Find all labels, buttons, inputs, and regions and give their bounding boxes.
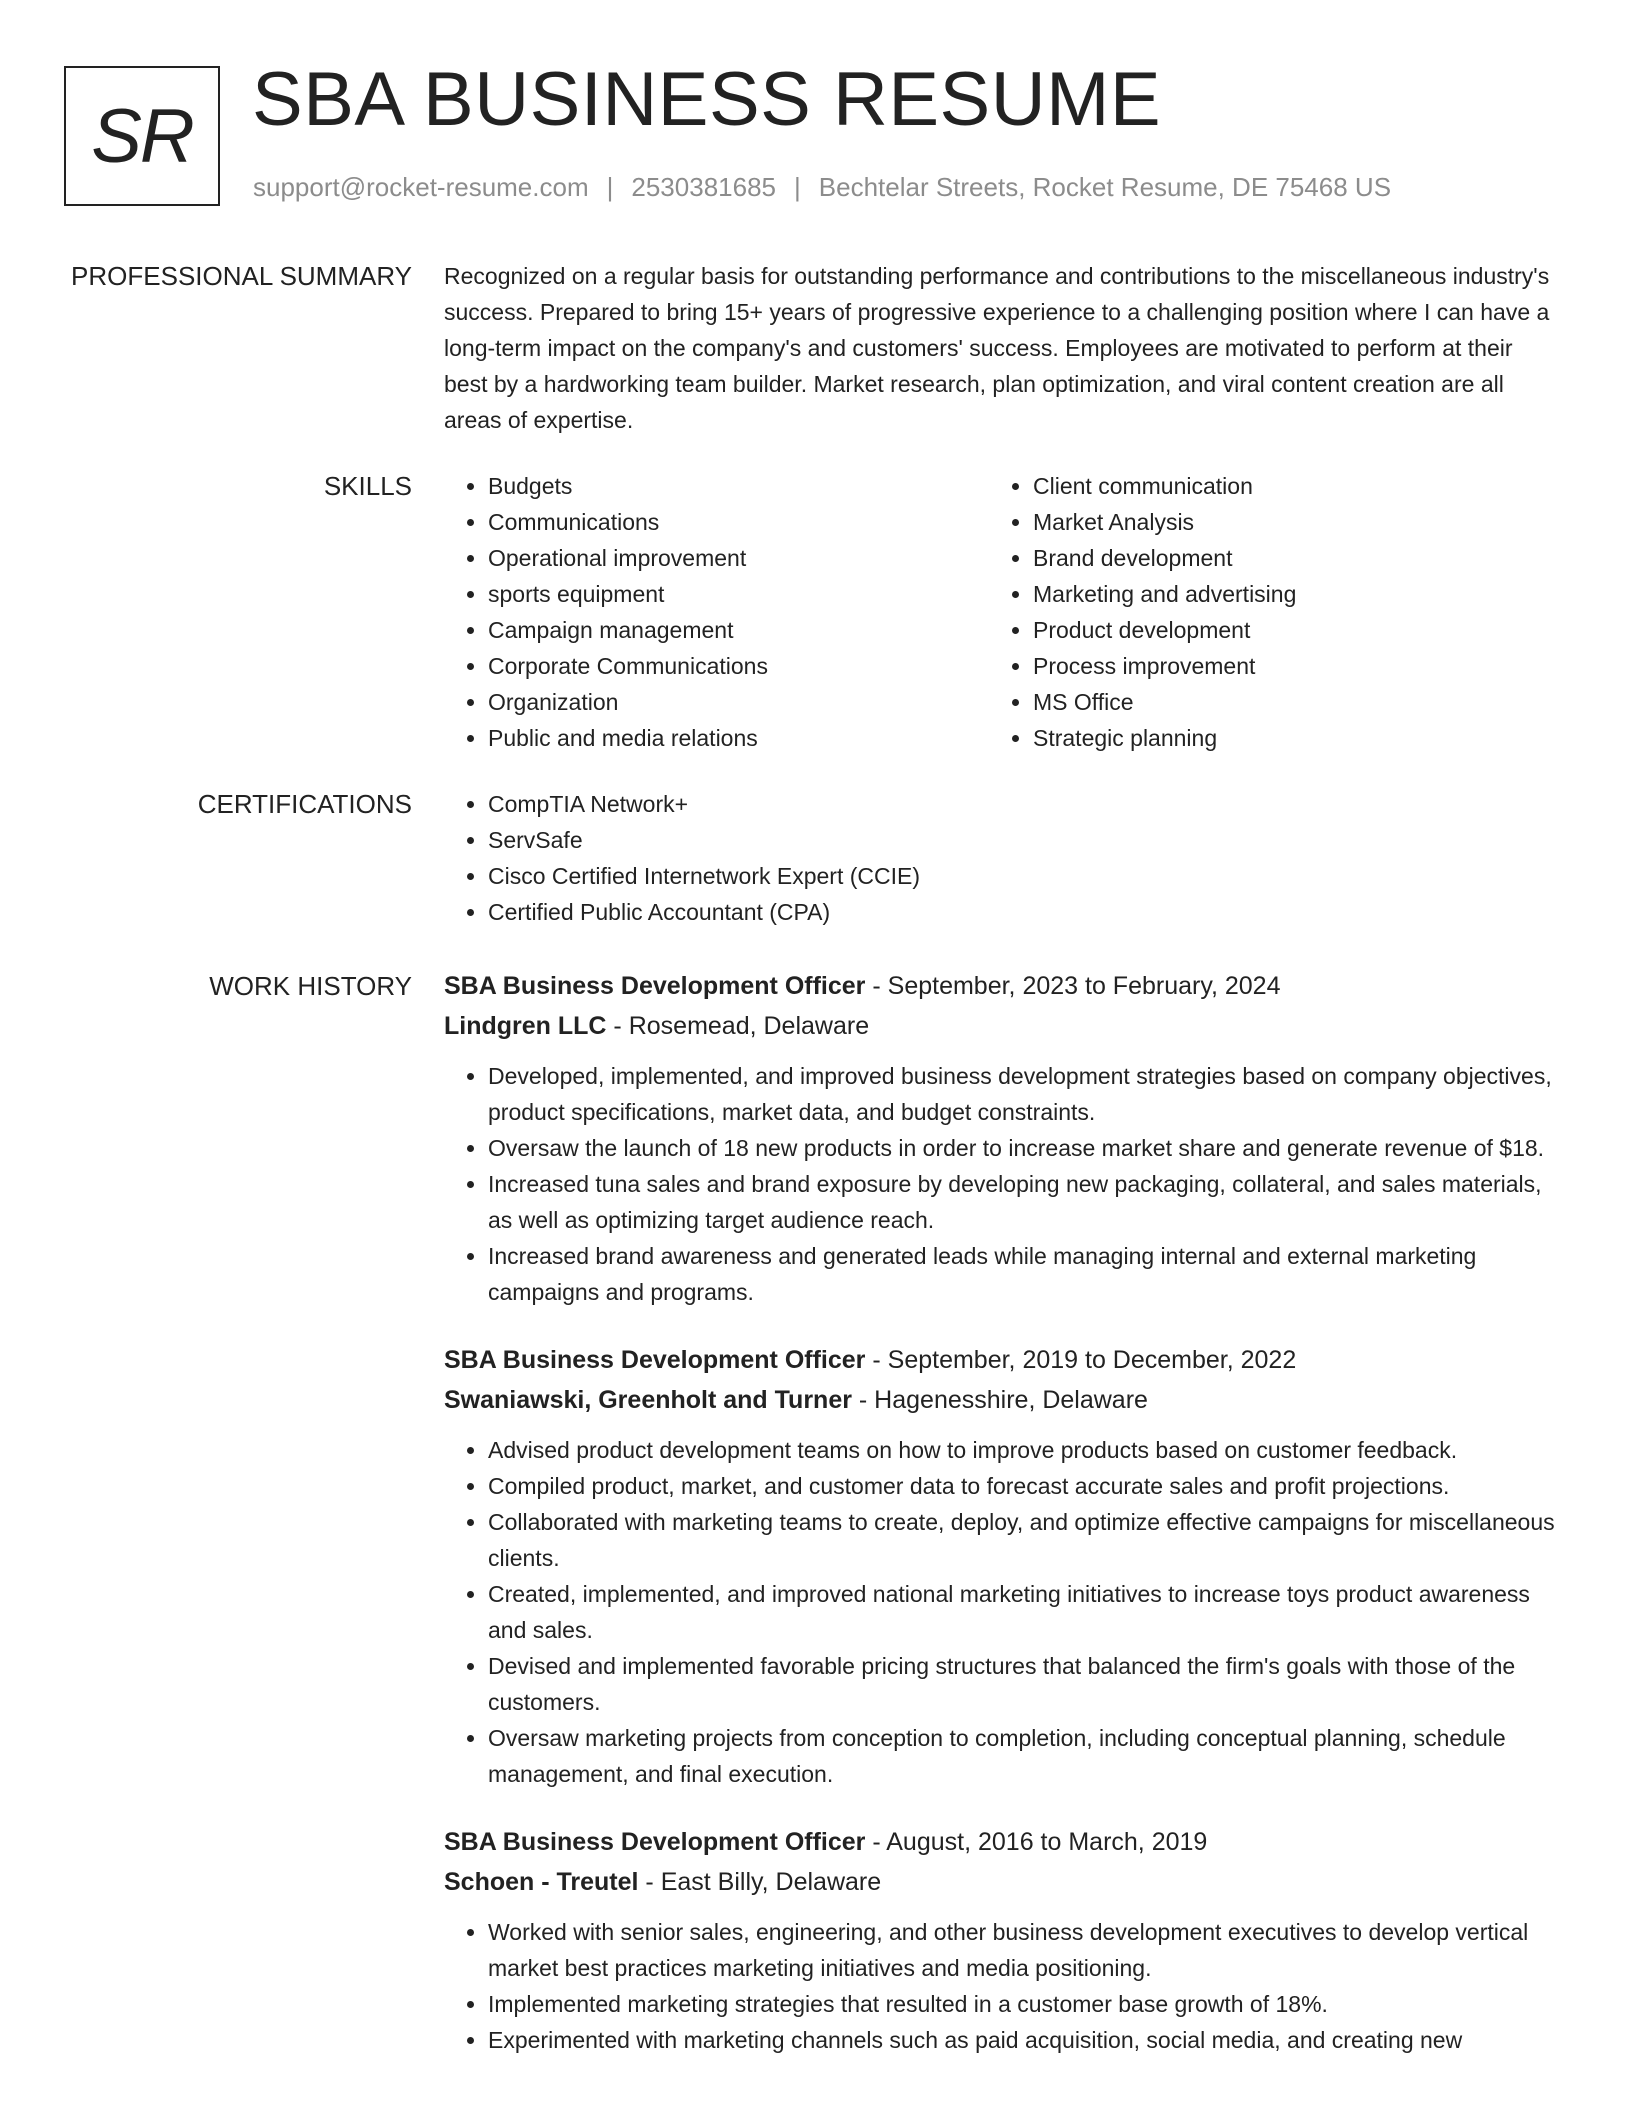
job-bullets — [444, 1432, 1562, 1792]
skill-item: • Marketing and advertising — [1033, 576, 1534, 612]
skill-item: • Strategic planning — [1033, 720, 1534, 756]
certification-item: • Cisco Certified Internetwork Expert (CCIE) — [488, 858, 1562, 894]
job-bullet: • Developed, implemented, and improved business development strategies based on company objectives, product specifications, market data, and budget constraints. — [488, 1058, 1562, 1130]
job-bullet: • Created, implemented, and improved national marketing initiatives to increase toys product awareness and sales. — [488, 1576, 1562, 1648]
skill-item: • Corporate Communications — [488, 648, 989, 684]
summary-heading: PROFESSIONAL SUMMARY — [71, 261, 412, 291]
job-dates: - August, 2016 to March, 2019 — [865, 1828, 1208, 1856]
job-bullet: • Oversaw marketing projects from conception to completion, including conceptual planning, schedule management, and final execution. — [488, 1720, 1562, 1792]
skill-item: • Campaign management — [488, 612, 989, 648]
job-entry — [444, 966, 1562, 1310]
job-title-line — [444, 1822, 1562, 1862]
job-bullet: • Increased tuna sales and brand exposure by developing new packaging, collateral, and sales materials, as well as optimizing target audience reach. — [488, 1166, 1562, 1238]
job-title-line — [444, 966, 1562, 1006]
job-dates: - September, 2023 to February, 2024 — [865, 972, 1281, 1000]
skill-item: • Budgets — [488, 468, 989, 504]
job-company: Swaniawski, Greenholt and Turner — [444, 1386, 852, 1414]
certification-item: • CompTIA Network+ — [488, 786, 1562, 822]
job-bullet: • Worked with senior sales, engineering, and other business development executives to develop vertical market best practices marketing initiatives and media positioning. — [488, 1914, 1562, 1986]
job-bullets — [444, 1914, 1562, 2058]
work-history-body — [444, 966, 1562, 2088]
skill-item: • Public and media relations — [488, 720, 989, 756]
job-title: SBA Business Development Officer — [444, 1346, 866, 1374]
certifications-heading: CERTIFICATIONS — [197, 789, 412, 819]
job-bullets — [444, 1058, 1562, 1310]
contact-phone[interactable]: 2530381685 — [631, 172, 776, 202]
contact-email[interactable]: support@rocket-resume.com — [253, 172, 589, 202]
skill-item: • Product development — [1033, 612, 1534, 648]
resume-title: SBA BUSINESS RESUME — [252, 57, 1162, 142]
certification-item: • ServSafe — [488, 822, 1562, 858]
job-company: Lindgren LLC — [444, 1012, 607, 1040]
monogram-box — [64, 66, 220, 206]
work-history-heading: WORK HISTORY — [209, 971, 412, 1001]
job-bullet: • Oversaw the launch of 18 new products in order to increase market share and generate revenue of $18. — [488, 1130, 1562, 1166]
contact-separator: | — [606, 172, 614, 202]
skill-item: • Operational improvement — [488, 540, 989, 576]
skill-item: • Communications — [488, 504, 989, 540]
job-company: Schoen - Treutel — [444, 1868, 639, 1896]
job-title: SBA Business Development Officer — [444, 1828, 866, 1856]
certifications-list — [444, 786, 1562, 930]
skill-item: • Market Analysis — [1033, 504, 1534, 540]
skill-item: • Organization — [488, 684, 989, 720]
skills-list-left — [444, 468, 989, 756]
job-location: - Rosemead, Delaware — [606, 1012, 870, 1040]
job-bullet: • Experimented with marketing channels such as paid acquisition, social media, and creating new — [488, 2022, 1562, 2058]
job-bullet: • Devised and implemented favorable pricing structures that balanced the firm's goals with those of the customers. — [488, 1648, 1562, 1720]
skills-grid — [444, 468, 1562, 756]
job-dates: - September, 2019 to December, 2022 — [865, 1346, 1297, 1374]
monogram-initials: SR — [91, 93, 193, 179]
contact-address: Bechtelar Streets, Rocket Resume, DE 75468 US — [818, 172, 1392, 202]
summary-text: Recognized on a regular basis for outstanding performance and contributions to the miscellaneous industry's success. Prepared to bring 15+ years of progressive experience to a challenging position where I can have a long-term impact on the company's and customers' success. Employees are motivated to perform at their best by a hardworking team builder. Market research, plan optimization, and viral content creation are all areas of expertise. — [444, 263, 1550, 433]
job-bullet: • Implemented marketing strategies that resulted in a customer base growth of 18%. — [488, 1986, 1562, 2022]
skill-item: • Process improvement — [1033, 648, 1534, 684]
job-entry — [444, 1340, 1562, 1792]
skill-item: • Client communication — [1033, 468, 1534, 504]
job-company-line — [444, 1862, 1562, 1902]
skill-item: • Brand development — [1033, 540, 1534, 576]
job-location: - East Billy, Delaware — [638, 1868, 882, 1896]
skill-item: • MS Office — [1033, 684, 1534, 720]
contact-line — [253, 172, 1391, 203]
job-bullet: • Advised product development teams on how to improve products based on customer feedback. — [488, 1432, 1562, 1468]
contact-separator: | — [794, 172, 801, 202]
job-company-line — [444, 1006, 1562, 1046]
certifications-body — [444, 786, 1562, 930]
job-bullet: • Compiled product, market, and customer data to forecast accurate sales and profit projections. — [488, 1468, 1562, 1504]
skills-body — [444, 468, 1562, 756]
job-title-line — [444, 1340, 1562, 1380]
certification-item: • Certified Public Accountant (CPA) — [488, 894, 1562, 930]
job-bullet: • Increased brand awareness and generated leads while managing internal and external marketing campaigns and programs. — [488, 1238, 1562, 1310]
job-location: - Hagenesshire, Delaware — [851, 1386, 1148, 1414]
skills-heading: SKILLS — [323, 471, 412, 501]
job-title: SBA Business Development Officer — [444, 972, 866, 1000]
job-bullet: • Collaborated with marketing teams to create, deploy, and optimize effective campaigns for miscellaneous clients. — [488, 1504, 1562, 1576]
skill-item: • sports equipment — [488, 576, 989, 612]
job-company-line — [444, 1380, 1562, 1420]
skills-list-right — [989, 468, 1534, 756]
job-entry — [444, 1822, 1562, 2058]
